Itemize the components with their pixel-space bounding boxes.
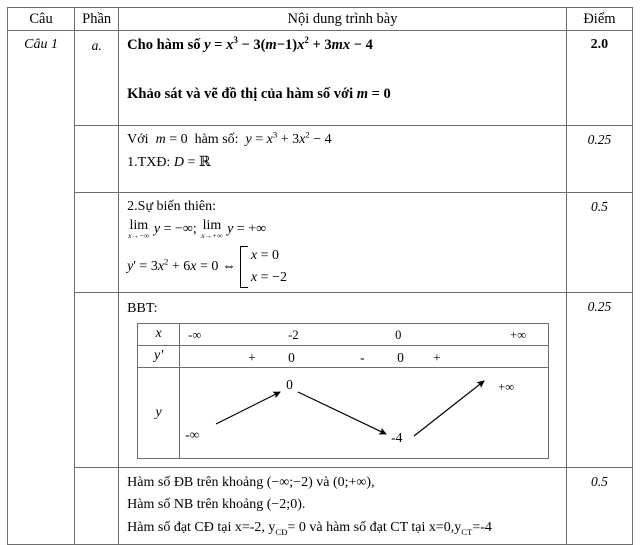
variation-row-x bbox=[138, 323, 549, 345]
header-phan: Phần bbox=[75, 8, 119, 31]
variation-y-value-3: +∞ bbox=[498, 379, 515, 394]
cell-problem-statement bbox=[119, 31, 567, 126]
cell-score-domain: 0.25 bbox=[566, 126, 632, 193]
step-limits-line: lim x→−∞ y = −∞; lim x→+∞ y = +∞ bbox=[128, 218, 267, 241]
cell-conclusions bbox=[119, 467, 567, 544]
conclusion-line-1: Hàm số ĐB trên khoảng (−∞;−2) và (0;+∞), bbox=[127, 474, 375, 490]
step-domain-line-2: 1.TXĐ: D = ℝ bbox=[127, 154, 211, 171]
answer-key-table bbox=[7, 7, 633, 545]
variation-cells-x bbox=[180, 323, 549, 345]
header-diem: Điểm bbox=[566, 8, 632, 31]
conclusion-line-3-part-b: = 0 và hàm số đạt CT tại x=0,y bbox=[287, 520, 462, 536]
header-noi-dung: Nội dung trình bày bbox=[119, 8, 567, 31]
conclusion-subscript-ct: CT bbox=[461, 526, 473, 537]
root-1: x = 0 bbox=[250, 248, 280, 264]
variation-x-value-1: -2 bbox=[288, 327, 299, 342]
variation-cells-y bbox=[180, 367, 549, 458]
step-domain-mid: hàm số: bbox=[194, 132, 243, 147]
cell-part-empty-4 bbox=[75, 467, 119, 544]
problem-line-2-prefix: Khảo sát và vẽ đồ thị của hàm số với bbox=[127, 86, 357, 103]
variation-arrows-icon bbox=[180, 368, 549, 458]
step-domain-line-1: Với m = 0 hàm số: $y = x^3 + 3x^2 - 4$ bbox=[127, 129, 332, 147]
cell-part-empty-1 bbox=[75, 126, 119, 193]
variation-y-value-1: 0 bbox=[286, 376, 293, 392]
limit-1-operator: lim bbox=[129, 218, 149, 234]
variation-table bbox=[137, 323, 549, 459]
variation-label-y: y bbox=[138, 367, 180, 458]
cell-bbt bbox=[119, 293, 567, 467]
conclusion-line-2: Hàm số NB trên khoảng (−2;0). bbox=[127, 497, 306, 513]
cell-part-empty-2 bbox=[75, 193, 119, 293]
limit-2-subscript: x→+∞ bbox=[201, 231, 223, 241]
variation-y-value-2: -4 bbox=[391, 429, 403, 445]
bbt-label: BBT: bbox=[127, 301, 158, 317]
system-bracket-icon bbox=[240, 246, 249, 288]
problem-line-2: Khảo sát và vẽ đồ thị của hàm số với m = 0 bbox=[127, 86, 391, 103]
cell-step-domain bbox=[119, 126, 567, 193]
variation-yprime-value-1: 0 bbox=[288, 349, 295, 365]
table-row bbox=[8, 193, 633, 293]
derivative-roots bbox=[251, 245, 287, 288]
step-variation-title: 2.Sự biến thiên: bbox=[127, 199, 217, 214]
variation-label-yprime: y' bbox=[138, 345, 180, 367]
table-row bbox=[8, 467, 633, 544]
limit-1-subscript: x→−∞ bbox=[128, 231, 150, 241]
header-cau: Câu bbox=[8, 8, 75, 31]
variation-yprime-value-0: + bbox=[248, 349, 256, 365]
conclusion-line-3-part-c: =-4 bbox=[472, 520, 492, 536]
variation-yprime-value-3: 0 bbox=[397, 349, 404, 365]
variation-yprime-value-4: + bbox=[433, 349, 441, 365]
conclusion-subscript-cd: CĐ bbox=[275, 526, 288, 537]
step-derivative-line bbox=[127, 245, 562, 288]
step-domain-label: 1.TXĐ: bbox=[127, 155, 174, 171]
limit-2 bbox=[201, 219, 222, 240]
table-row bbox=[8, 126, 633, 193]
conclusion-line-3-part-a: Hàm số đạt CĐ tại x=-2, y bbox=[127, 520, 276, 536]
step-domain-prefix: Với bbox=[127, 132, 153, 147]
variation-x-value-2: 0 bbox=[395, 327, 402, 342]
variation-label-x: x bbox=[138, 323, 180, 345]
variation-row-yprime bbox=[138, 345, 549, 367]
table-row bbox=[8, 293, 633, 467]
variation-x-value-0: -∞ bbox=[188, 327, 202, 342]
cell-score-conclusions: 0.5 bbox=[566, 467, 632, 544]
cell-question-label: Câu 1 bbox=[8, 31, 75, 545]
root-2: x = −2 bbox=[250, 269, 287, 285]
cell-step-variation bbox=[119, 193, 567, 293]
problem-line-1-prefix: Cho hàm số bbox=[127, 37, 205, 53]
cell-score-variation: 0.5 bbox=[566, 193, 632, 293]
conclusion-line-3 bbox=[127, 517, 562, 540]
variation-yprime-value-2: - bbox=[360, 349, 365, 365]
variation-yprime-values bbox=[180, 346, 548, 367]
variation-y-content bbox=[180, 368, 548, 458]
variation-cells-yprime bbox=[180, 345, 549, 367]
variation-x-values bbox=[180, 324, 548, 345]
derivative-expression: $y' = 3x^2 + 6x = 0$ ⇔ bbox=[127, 255, 236, 274]
variation-y-value-0: -∞ bbox=[185, 426, 200, 442]
variation-row-y bbox=[138, 367, 549, 458]
table-row bbox=[8, 31, 633, 126]
cell-part-empty-3 bbox=[75, 293, 119, 467]
limit-1 bbox=[128, 219, 149, 240]
cell-part-label: a. bbox=[75, 31, 119, 126]
cell-score-total: 2.0 bbox=[566, 31, 632, 126]
limit-2-operator: lim bbox=[202, 218, 222, 234]
cell-score-bbt: 0.25 bbox=[566, 293, 632, 467]
variation-x-value-3: +∞ bbox=[510, 327, 527, 342]
table-header-row bbox=[8, 8, 633, 31]
problem-line-1: Cho hàm số $y = x^3 - 3(m-1)x^2 + 3mx - 4$ bbox=[127, 35, 373, 53]
